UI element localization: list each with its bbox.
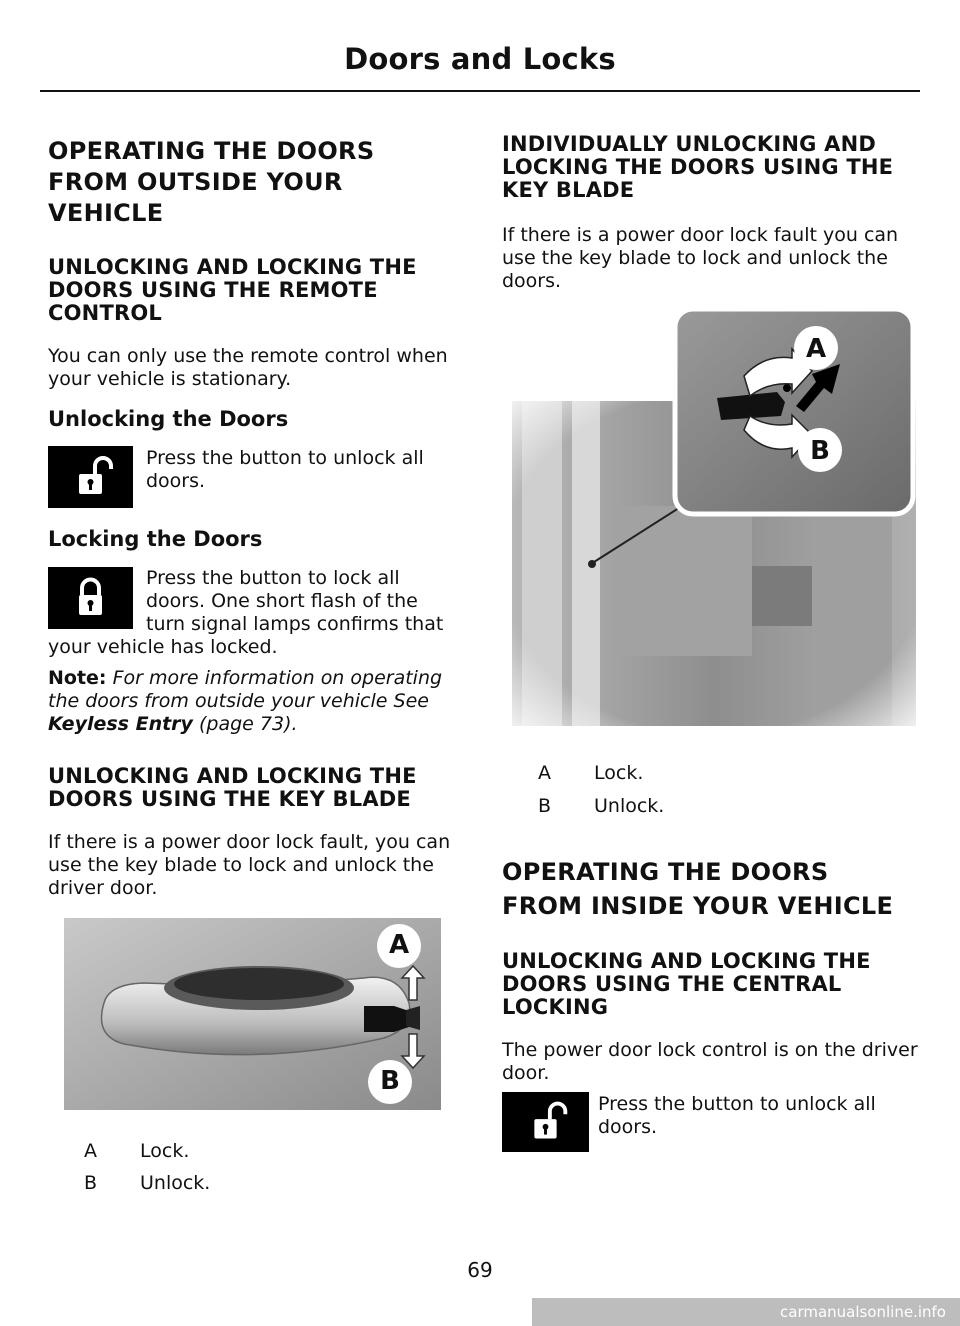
subheading-key-blade: UNLOCKING AND LOCKING THE DOORS USING THE KEY BLADE (48, 764, 417, 811)
legend-key: A (84, 1140, 97, 1162)
page-title: Doors and Locks (344, 42, 616, 76)
unlock-button-icon (48, 446, 133, 508)
section-heading-outside: OPERATING THE DOORS FROM OUTSIDE YOUR VEHICLE (48, 137, 375, 227)
legend-value: Lock. (594, 762, 644, 784)
subheading-individual-key-blade: INDIVIDUALLY UNLOCKING AND LOCKING THE DOORS USING THE KEY BLADE (502, 132, 894, 202)
note-keyless-entry: Note: For more information on operating the doors from outside your vehicle See Keyless Entry (page 73). (48, 667, 443, 735)
subheading-central-locking: UNLOCKING AND LOCKING THE DOORS USING THE CENTRAL LOCKING (502, 949, 871, 1019)
note-label: Note: (48, 667, 107, 689)
legend-key: B (84, 1172, 98, 1194)
remote-intro-text: You can only use the remote control when your vehicle is stationary. (48, 345, 448, 390)
central-locking-body-text: The power door lock control is on the driver door. (502, 1039, 918, 1084)
keyless-entry-link[interactable]: Keyless Entry (48, 713, 193, 735)
watermark: carmanualsonline.info (532, 1298, 960, 1326)
key-blade-body-text: If there is a power door lock fault, you can use the key blade to lock and unlock the driver door. (48, 831, 451, 899)
central-unlock-button-text: Press the button to unlock all doors. (598, 1093, 876, 1138)
legend-value: Lock. (140, 1140, 190, 1162)
lock-button-icon (48, 567, 133, 629)
unlock-button-text: Press the button to unlock all doors. (146, 447, 424, 492)
lock-button-text-cont: your vehicle has locked. (48, 636, 278, 658)
legend-value: Unlock. (140, 1172, 211, 1194)
callout-b-handle: B (380, 1066, 400, 1096)
page-number: 69 (467, 1258, 493, 1282)
door-lock-illustration (512, 306, 916, 726)
header-divider (40, 90, 920, 92)
section-heading-inside: OPERATING THE DOORS FROM INSIDE YOUR VEHICLE (502, 858, 894, 920)
lock-button-text: Press the button to lock all doors. One short flash of the turn signal lamps confirms that (146, 567, 444, 635)
central-unlock-button-icon (502, 1092, 589, 1152)
locking-doors-heading: Locking the Doors (48, 527, 263, 551)
unlocking-doors-heading: Unlocking the Doors (48, 407, 289, 431)
legend-key: A (538, 762, 551, 784)
callout-a-handle: A (388, 930, 410, 960)
individual-body-text: If there is a power door lock fault you can use the key blade to lock and unlock the doors. (502, 224, 899, 292)
subheading-remote-control: UNLOCKING AND LOCKING THE DOORS USING THE REMOTE CONTROL (48, 255, 417, 325)
callout-b-door: B (810, 436, 830, 466)
legend-key: B (538, 795, 552, 817)
callout-a-door: A (805, 334, 827, 364)
legend-value: Unlock. (594, 795, 665, 817)
